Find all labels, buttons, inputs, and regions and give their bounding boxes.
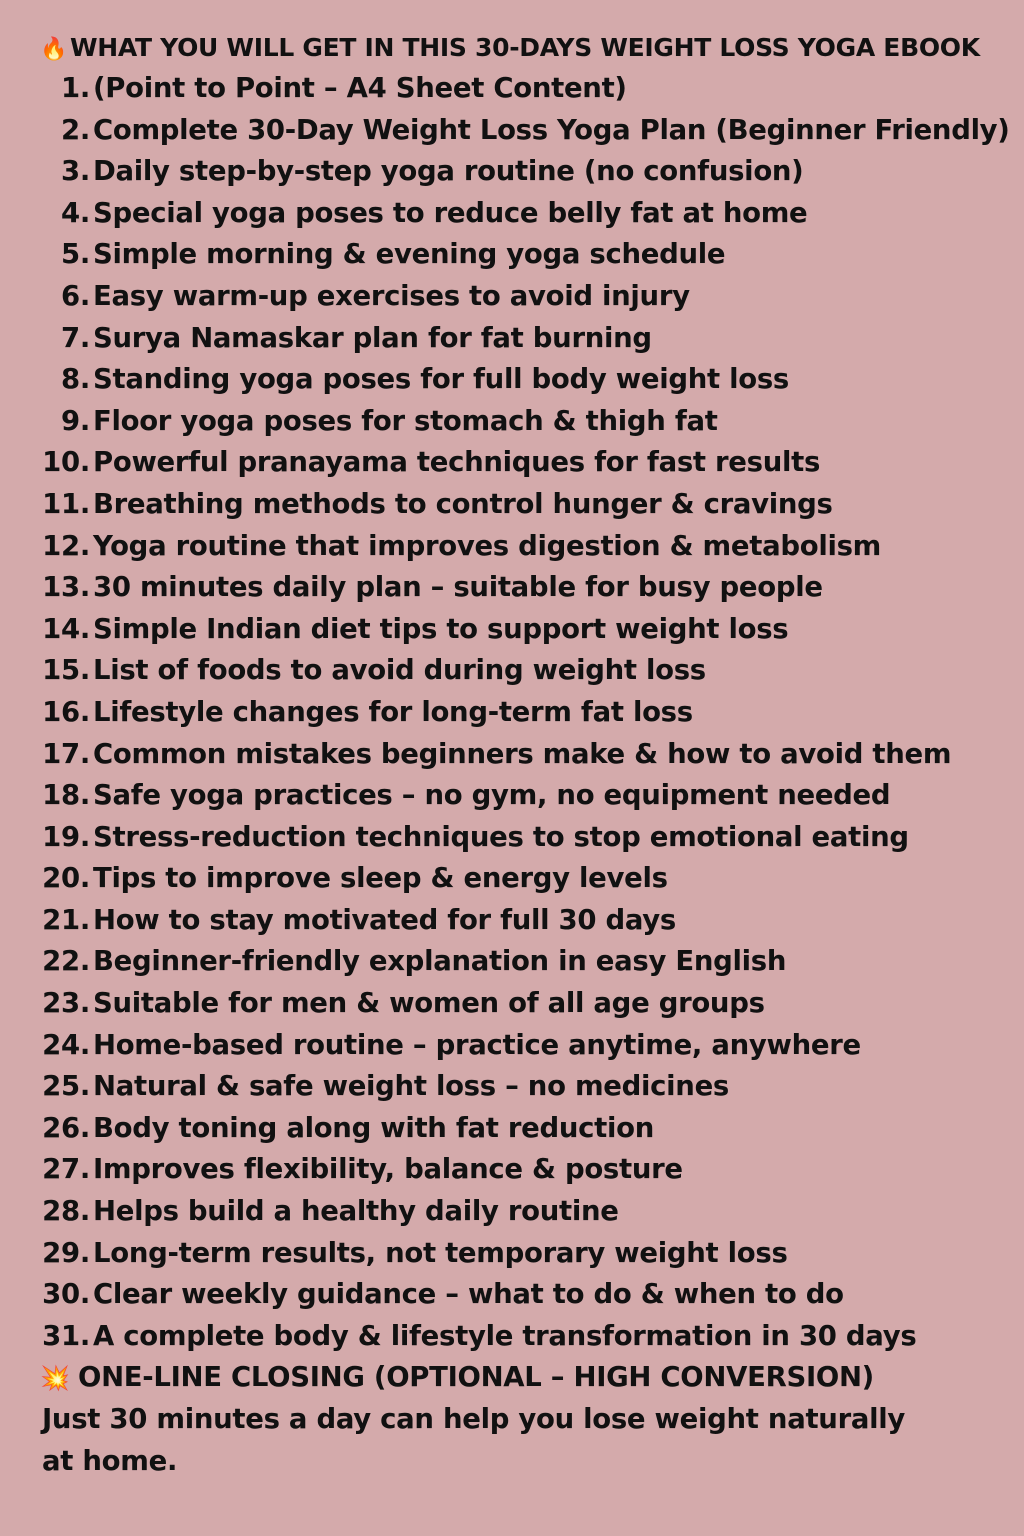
list-item-number: 26. — [42, 1111, 90, 1144]
list-item — [0, 276, 1024, 318]
list-item-text: Standing yoga poses for full body weight loss — [93, 363, 789, 396]
list-item — [0, 401, 1024, 443]
list-item — [0, 526, 1024, 568]
list-item-number: 5. — [61, 238, 90, 271]
list-item-number: 13. — [42, 571, 90, 604]
list-item-text: Complete 30-Day Weight Loss Yoga Plan (Beginner Friendly) — [93, 113, 1010, 146]
feature-list — [0, 68, 1024, 1357]
list-item — [0, 442, 1024, 484]
list-item-text: (Point to Point – A4 Sheet Content) — [93, 72, 627, 104]
list-item-number: 28. — [42, 1195, 90, 1228]
list-item — [0, 734, 1024, 776]
closing-heading-text: ONE-LINE CLOSING (OPTIONAL – HIGH CONVERSION) — [78, 1361, 874, 1393]
list-item-text: Powerful pranayama techniques for fast results — [93, 446, 821, 479]
closing-heading — [40, 1356, 874, 1399]
list-item-text: Stress-reduction techniques to stop emotional eating — [93, 820, 909, 853]
list-item-text: Clear weekly guidance – what to do & when to do — [93, 1278, 844, 1311]
heading-title: WHAT YOU WILL GET IN THIS 30-DAYS WEIGHT LOSS YOGA EBOOK — [70, 33, 980, 62]
list-item-number: 23. — [42, 987, 90, 1020]
list-item — [0, 650, 1024, 692]
list-item-number: 3. — [61, 155, 90, 188]
closing-line: Just 30 minutes a day can help you lose weight naturally at home. — [42, 1403, 905, 1477]
list-item — [0, 858, 1024, 900]
list-item-text: Surya Namaskar plan for fat burning — [93, 321, 652, 354]
list-item-text: Common mistakes beginners make & how to avoid them — [93, 737, 952, 770]
list-item-text: Beginner-friendly explanation in easy English — [93, 945, 787, 978]
list-item — [0, 1274, 1024, 1316]
list-item — [0, 817, 1024, 859]
list-item — [0, 609, 1024, 651]
list-item — [0, 567, 1024, 609]
list-item-number: 2. — [61, 113, 90, 146]
list-item-number: 9. — [61, 404, 90, 437]
list-item-number: 22. — [42, 945, 90, 978]
list-item-number: 19. — [42, 820, 90, 853]
list-item-number: 24. — [42, 1028, 90, 1061]
list-item-number: 4. — [61, 196, 90, 229]
list-item-number: 31. — [42, 1319, 90, 1352]
list-item-number: 27. — [42, 1153, 90, 1186]
list-item-number: 8. — [61, 363, 90, 396]
list-item — [0, 318, 1024, 360]
list-item — [0, 1108, 1024, 1150]
list-item-text: Lifestyle changes for long-term fat loss — [93, 695, 693, 728]
list-item-text: 30 minutes daily plan – suitable for busy people — [93, 571, 823, 604]
list-item-number: 14. — [42, 612, 90, 645]
list-item-text: Suitable for men & women of all age groups — [93, 987, 765, 1020]
list-item-number: 18. — [42, 779, 90, 812]
list-item-text: Special yoga poses to reduce belly fat at home — [93, 196, 808, 229]
list-item-text: How to stay motivated for full 30 days — [93, 903, 676, 936]
list-item — [0, 900, 1024, 942]
list-item — [0, 484, 1024, 526]
list-item-text: Breathing methods to control hunger & cravings — [93, 487, 833, 520]
list-item-text: Home-based routine – practice anytime, anywhere — [93, 1028, 861, 1061]
list-item — [0, 151, 1024, 193]
page-heading — [40, 30, 980, 68]
list-item — [0, 359, 1024, 401]
list-item — [0, 110, 1024, 152]
list-item-text: Tips to improve sleep & energy levels — [93, 862, 668, 895]
list-item-number: 10. — [42, 446, 90, 479]
list-item — [0, 68, 1024, 110]
list-item-text: Natural & safe weight loss – no medicines — [93, 1070, 729, 1103]
list-item-number: 6. — [61, 279, 90, 312]
list-item-number: 20. — [42, 862, 90, 895]
list-item — [0, 1025, 1024, 1067]
list-item-number: 12. — [42, 529, 90, 562]
list-item — [0, 1191, 1024, 1233]
list-item-text: Yoga routine that improves digestion & metabolism — [93, 529, 881, 562]
list-item-text: Long-term results, not temporary weight loss — [93, 1236, 788, 1269]
list-item — [0, 941, 1024, 983]
list-item-text: Simple morning & evening yoga schedule — [93, 238, 726, 271]
list-item-number: 1. — [61, 72, 90, 104]
list-item — [0, 234, 1024, 276]
list-item-number: 7. — [61, 321, 90, 354]
list-item — [0, 1233, 1024, 1275]
list-item-number: 17. — [42, 737, 90, 770]
list-item-text: Floor yoga poses for stomach & thigh fat — [93, 404, 718, 437]
list-item-text: List of foods to avoid during weight loss — [93, 654, 706, 687]
list-item-text: Body toning along with fat reduction — [93, 1111, 655, 1144]
list-item-text: Easy warm-up exercises to avoid injury — [93, 279, 690, 312]
list-item-number: 29. — [42, 1236, 90, 1269]
list-item — [0, 1149, 1024, 1191]
list-item — [0, 193, 1024, 235]
list-item — [0, 983, 1024, 1025]
list-item-number: 16. — [42, 695, 90, 728]
list-item-number: 21. — [42, 903, 90, 936]
list-item-text: Daily step-by-step yoga routine (no confusion) — [93, 155, 804, 188]
list-item-text: Improves flexibility, balance & posture — [93, 1153, 683, 1186]
list-item-number: 15. — [42, 654, 90, 687]
list-item-number: 11. — [42, 487, 90, 520]
collision-icon: 💥 — [40, 1364, 70, 1392]
list-item-text: Safe yoga practices – no gym, no equipment needed — [93, 779, 891, 812]
list-item-text: Simple Indian diet tips to support weight loss — [93, 612, 789, 645]
list-item-text: A complete body & lifestyle transformation in 30 days — [93, 1319, 917, 1352]
list-item — [0, 1066, 1024, 1108]
fire-icon: 🔥 — [40, 37, 68, 62]
list-item-text: Helps build a healthy daily routine — [93, 1195, 619, 1228]
list-item — [0, 692, 1024, 734]
list-item-number: 30. — [42, 1278, 90, 1311]
list-item-number: 25. — [42, 1070, 90, 1103]
list-item — [0, 1316, 1024, 1358]
list-item — [0, 775, 1024, 817]
